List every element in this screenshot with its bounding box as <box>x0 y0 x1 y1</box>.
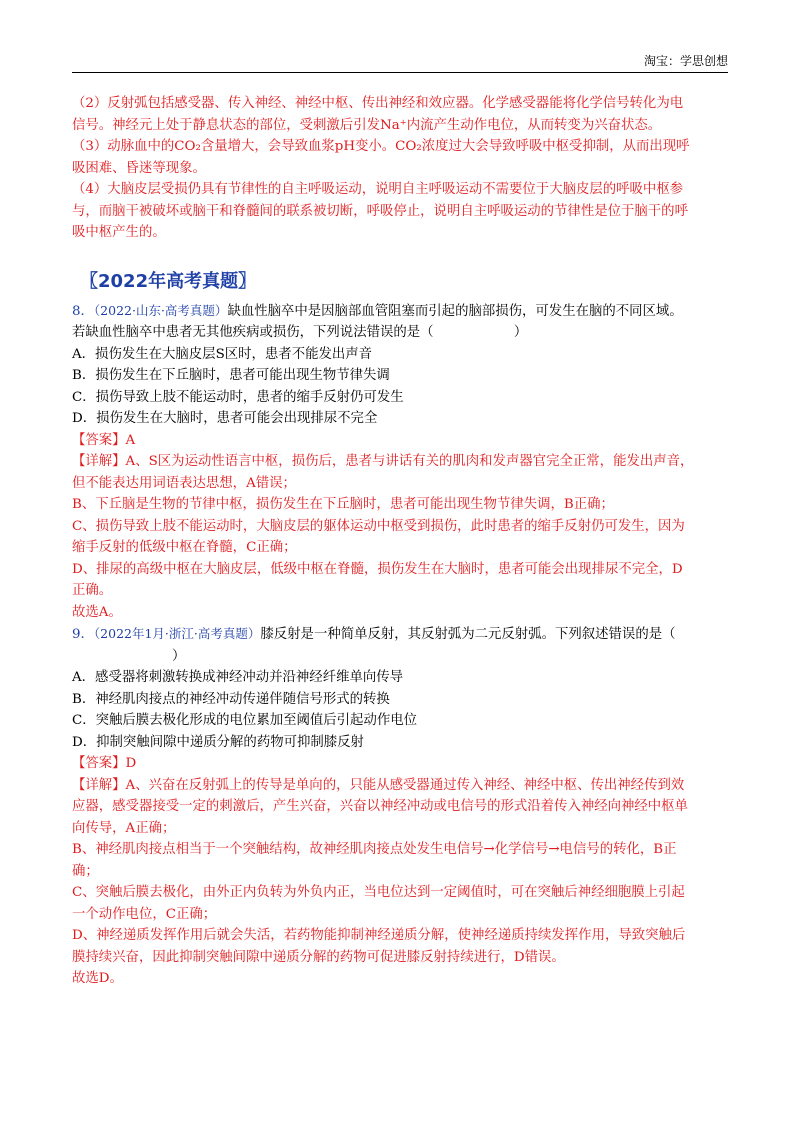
question-source: （2022·山东·高考真题） <box>93 302 228 318</box>
option-a: A．损伤发生在大脑皮层S区时，患者不能发出声音 <box>72 346 373 362</box>
explanation-line: 正确。 <box>72 583 113 598</box>
answer: 【答案】A <box>72 432 136 448</box>
text-line: 吸困难、昏迷等现象。 <box>72 160 206 176</box>
explanation-line: 【详解】A、S区为运动性语言中枢，损伤后，患者与讲话有关的肌肉和发声器官完全正常，能发出声音， <box>72 454 694 469</box>
page-content <box>72 93 732 990</box>
question-8 <box>72 300 732 624</box>
question-number: 9． <box>72 627 94 642</box>
text-line: （4）大脑皮层受损仍具有节律性的自主呼吸运动，说明自主呼吸运动不需要位于大脑皮层的呼吸中枢参 <box>72 182 684 197</box>
option-c: C．突触后膜去极化形成的电位累加至阈值后引起动作电位 <box>72 713 418 728</box>
option-d: D．损伤发生在大脑时，患者可能会出现排尿不完全 <box>72 411 378 426</box>
explanation-line: 确； <box>72 863 99 879</box>
explanation-line: 向传导，A正确； <box>72 820 176 836</box>
option-a: A．感受器将刺激转换成神经冲动并沿神经纤维单向传导 <box>72 670 404 685</box>
text-line: 吸中枢产生的。 <box>72 225 166 240</box>
option-b: B．损伤发生在下丘脑时，患者可能出现生物节律失调 <box>72 368 390 383</box>
explanation-line: D、排尿的高级中枢在大脑皮层，低级中枢在脊髓，损伤发生在大脑时，患者可能会出现排尿不完全，D <box>72 561 683 577</box>
question-9 <box>72 623 732 990</box>
explanation-line: D、神经递质发挥作用后就会失活，若药物能抑制神经递质分解，使神经递质持续发挥作用，导致突触后 <box>72 928 686 943</box>
page-header: 淘宝：学思创想 <box>643 54 728 68</box>
option-b: B．神经肌肉接点的神经冲动传递伴随信号形式的转换 <box>72 691 390 707</box>
explanation-line: 缩手反射的低级中枢在脊髓，C正确； <box>72 540 297 555</box>
prev-answer-part-3 <box>72 136 732 179</box>
question-stem: 缺血性脑卒中是因脑部血管阻塞而引起的脑部损伤，可发生在脑的不同区域。 <box>227 303 683 319</box>
explanation-line: B、神经肌肉接点相当于一个突触结构，故神经肌肉接点处发生电信号→化学信号→电信号的转化，B正 <box>72 842 677 857</box>
prev-answer-part-2 <box>72 93 732 136</box>
answer: 【答案】D <box>72 756 137 771</box>
option-d: D．抑制突触间隙中递质分解的药物可抑制膝反射 <box>72 734 364 750</box>
question-stem: 若缺血性脑卒中患者无其他疾病或损伤，下列说法错误的是（ ） <box>72 325 528 340</box>
explanation-line: 但不能表达用词语表达思想，A错误； <box>72 475 296 491</box>
explanation-line: B、下丘脑是生物的节律中枢，损伤发生在下丘脑时，患者可能出现生物节律失调，B正确； <box>72 497 614 512</box>
question-stem: 膝反射是一种简单反射，其反射弧为二元反射弧。下列叙述错误的是（ <box>260 627 676 642</box>
text-line: 信号。神经元上处于静息状态的部位，受刺激后引发Na⁺内流产生动作电位，从而转变为兴奋状态。 <box>72 117 662 133</box>
text-line: （3）动脉血中的CO₂含量增大，会导致血浆pH变小。CO₂浓度过大会导致呼吸中枢受抑制，从而出现呼 <box>72 139 690 154</box>
question-stem: ） <box>172 648 186 664</box>
explanation-line: 【详解】A、兴奋在反射弧上的传导是单向的，只能从感受器通过传入神经、神经中枢、传出神经传到效 <box>72 777 685 793</box>
option-c: C．损伤导致上肢不能运动时，患者的缩手反射仍可发生 <box>72 389 404 405</box>
header-rule <box>72 72 728 73</box>
explanation-line: 一个动作电位，C正确； <box>72 906 217 922</box>
explanation-line: C、损伤导致上肢不能运动时，大脑皮层的躯体运动中枢受到损伤，此时患者的缩手反射仍可发生，因为 <box>72 518 685 534</box>
question-number: 8． <box>72 303 94 319</box>
explanation-line: C、突触后膜去极化，由外正内负转为外负内正，当电位达到一定阈值时，可在突触后神经细胞膜上引起 <box>72 885 685 900</box>
text-line: （2）反射弧包括感受器、传入神经、神经中枢、传出神经和效应器。化学感受器能将化学信号转化为电 <box>72 96 684 111</box>
explanation-line: 膜持续兴奋，因此抑制突触间隙中递质分解的药物可促进膝反射持续进行，D错误。 <box>72 949 565 965</box>
conclusion: 故选D。 <box>72 971 123 986</box>
text-line: 与，而脑干被破坏或脑干和脊髓间的联系被切断，呼吸停止，说明自主呼吸运动的节律性是位于脑干的呼 <box>72 203 688 219</box>
conclusion: 故选A。 <box>72 604 122 620</box>
section-title: 〖2022年高考真题〗 <box>80 270 257 292</box>
prev-answer-part-4 <box>72 179 732 244</box>
explanation-line: 应器，感受器接受一定的刺激后，产生兴奋，兴奋以神经冲动或电信号的形式沿着传入神经向神经中枢单 <box>72 799 688 814</box>
question-source: （2022年1月·浙江·高考真题） <box>93 626 261 641</box>
